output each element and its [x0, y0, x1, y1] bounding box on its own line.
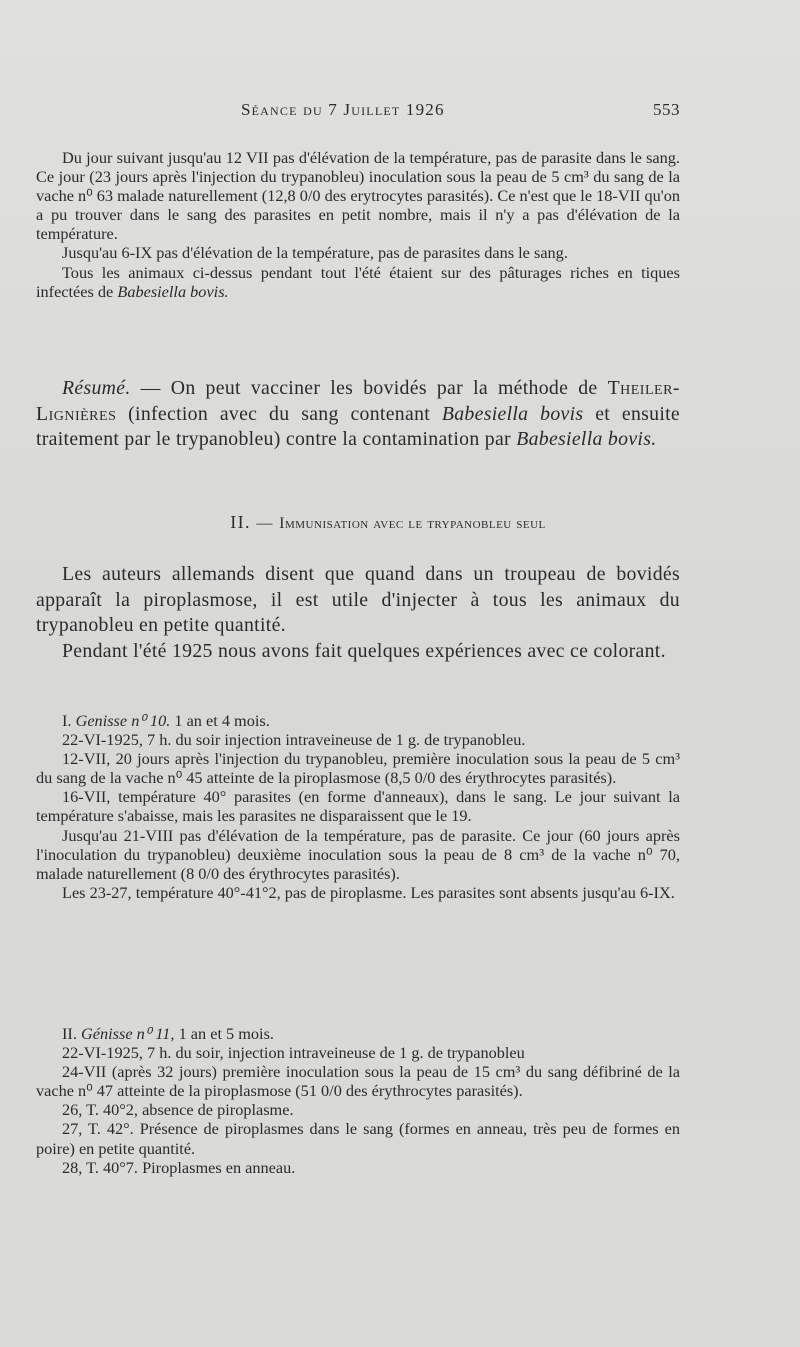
section-number: II.: [230, 512, 251, 532]
block-intro: [36, 562, 680, 664]
case-2: [36, 1024, 680, 1177]
case-animal: Genisse n⁰ 10.: [75, 711, 171, 730]
case-line: Jusqu'au 21-VIII pas d'élévation de la température, pas de parasite. Ce jour (60 jours après l'inoculation du trypanobleu) deuxième inoculation sous la peau de 8 cm³ de la vache n⁰ 70, malade naturellement (8 0/0 des érythrocytes parasités).: [36, 825, 680, 883]
species-name: Babesiella bovis.: [117, 281, 229, 301]
paragraph: Pendant l'été 1925 nous avons fait quelques expériences avec ce colorant.: [62, 639, 666, 662]
section-heading: [36, 512, 680, 533]
resume-label: Résumé.: [62, 377, 131, 399]
case-line: 16-VII, température 40° parasites (en forme d'anneaux), dans le sang. Le jour suivant la température s'abaisse, mais les parasites ne disparaissent que le 19.: [36, 787, 680, 826]
case-heading: [36, 711, 680, 730]
author-names: Theiler-Lignières: [36, 377, 680, 425]
block-experiment-continuation: [36, 148, 680, 301]
paragraph: Les auteurs allemands disent que quand dans un troupeau de bovidés apparaît la piroplasmose, il est utile d'injecter à tous les animaux du trypanobleu en petite quantité.: [36, 563, 680, 636]
species-name: Babesiella bovis.: [516, 428, 657, 450]
paragraph: Tous les animaux ci-dessus pendant tout l'été étaient sur des pâturages riches en tiques infectées de Babesiella bovis.: [36, 262, 680, 301]
running-header: [36, 100, 680, 130]
case-line: 22-VI-1925, 7 h. du soir injection intraveineuse de 1 g. de trypanobleu.: [62, 730, 526, 750]
case-animal: Génisse n⁰ 11,: [81, 1024, 175, 1043]
case-label: I.: [62, 711, 72, 730]
section-dash: —: [256, 515, 274, 532]
section-title: Immunisation avec le trypanobleu seul: [279, 515, 546, 532]
page-number: 553: [653, 100, 680, 119]
case-label: II.: [62, 1024, 77, 1043]
paragraph: Du jour suivant jusqu'au 12 VII pas d'élévation de la température, pas de parasite dans le sang. Ce jour (23 jours après l'injection du trypanobleu) inoculation sous la peau de 5 cm³ du sang de la vache n⁰ 63 malade naturellement (12,8 0/0 des erytrocytes parasités). Ce n'est que le 18-VII qu'on a pu trouver dans le sang des parasites en petit nombre, mais il n'y a pas d'élévation de la température.: [36, 148, 680, 244]
species-name: Babesiella bovis: [441, 402, 584, 425]
case-line: 22-VI-1925, 7 h. du soir, injection intraveineuse de 1 g. de trypanobleu: [62, 1043, 525, 1063]
case-age: 1 an et 5 mois.: [178, 1024, 274, 1043]
case-line: 27, T. 42°. Présence de piroplasmes dans le sang (formes en anneau, très peu de formes en poire) en petite quantité.: [36, 1119, 680, 1158]
case-age: 1 an et 4 mois.: [174, 711, 270, 730]
case-heading: [36, 1024, 680, 1043]
case-1: [36, 711, 680, 902]
case-line: 28, T. 40°7. Piroplasmes en anneau.: [62, 1157, 296, 1177]
resume-paragraph: Résumé. — On peut vacciner les bovidés par la méthode de Theiler-Lignières (infection avec du sang contenant Babesiella bovis et ensuite traitement par le trypanobleu) contre la contamination par Babesiella bovis.: [36, 377, 680, 450]
case-line: 24-VII (après 32 jours) première inoculation sous la peau de 15 cm³ du sang défibriné de la vache n⁰ 47 atteinte de la piroplasmose (51 0/0 des érythrocytes parasités).: [36, 1062, 680, 1101]
case-line: 26, T. 40°2, absence de piroplasme.: [62, 1100, 294, 1120]
paragraph: Jusqu'au 6-IX pas d'élévation de la température, pas de parasites dans le sang.: [62, 243, 568, 263]
case-line: 12-VII, 20 jours après l'injection du trypanobleu, première inoculation sous la peau de 5 cm³ du sang de la vache n⁰ 45 atteinte de la piroplasmose (8,5 0/0 des érythrocytes parasités).: [36, 749, 680, 788]
case-line: Les 23-27, température 40°-41°2, pas de piroplasme. Les parasites sont absents jusqu'au 6-IX.: [62, 882, 675, 902]
header-title: Séance du 7 Juillet 1926: [241, 100, 445, 119]
